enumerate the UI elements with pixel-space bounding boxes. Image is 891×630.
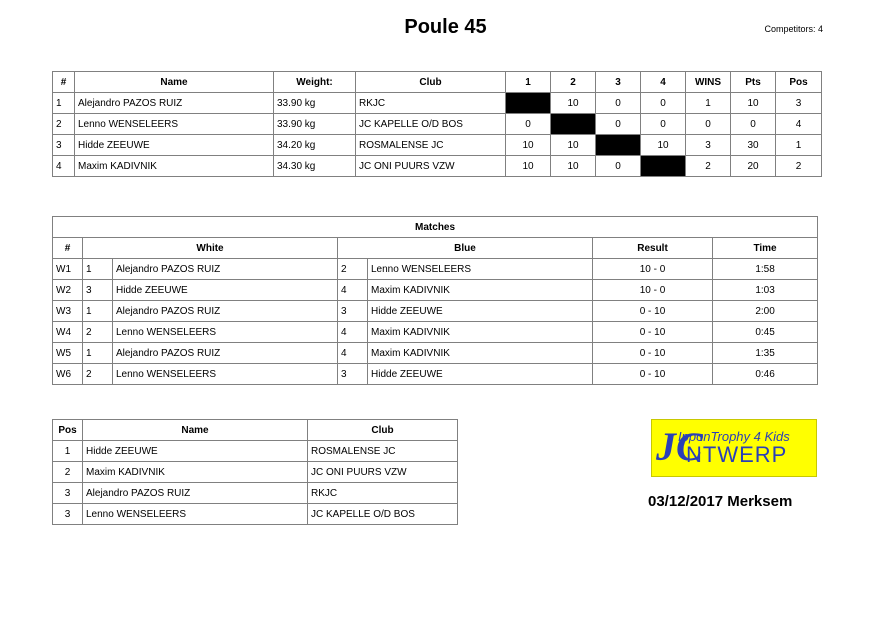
- competitor-club: JC KAPELLE O/D BOS: [356, 114, 506, 135]
- competitor-num: 1: [53, 93, 75, 114]
- table-row: [53, 462, 458, 483]
- wins-value: 3: [686, 135, 731, 156]
- page-title: Poule 45: [404, 16, 487, 38]
- score-self: [641, 156, 686, 177]
- header-num: #: [53, 72, 75, 93]
- score-vs-1: 10: [506, 156, 551, 177]
- logo-line-1: IpponTrophy 4 Kids: [678, 429, 790, 444]
- pos-value: 2: [776, 156, 822, 177]
- pts-value: 10: [731, 93, 776, 114]
- header-rank-name: Name: [83, 420, 308, 441]
- pts-value: 20: [731, 156, 776, 177]
- competitor-club: ROSMALENSE JC: [356, 135, 506, 156]
- rank-pos: 1: [53, 441, 83, 462]
- header-result: Result: [593, 238, 713, 259]
- match-id: W2: [53, 280, 83, 301]
- matches-header-row: [53, 238, 818, 259]
- match-id: W1: [53, 259, 83, 280]
- pos-value: 1: [776, 135, 822, 156]
- match-time: 1:58: [713, 259, 818, 280]
- match-id: W5: [53, 343, 83, 364]
- header-name: Name: [75, 72, 274, 93]
- matches-caption: Matches: [53, 217, 818, 238]
- pts-value: 30: [731, 135, 776, 156]
- blue-name: Hidde ZEEUWE: [368, 301, 593, 322]
- competitors-count: Competitors: 4: [764, 24, 823, 34]
- match-time: 0:46: [713, 364, 818, 385]
- match-id: W3: [53, 301, 83, 322]
- rank-club: ROSMALENSE JC: [308, 441, 458, 462]
- poule-header-row: [53, 72, 822, 93]
- rank-club: JC KAPELLE O/D BOS: [308, 504, 458, 525]
- table-row: [53, 114, 822, 135]
- header-blue: Blue: [338, 238, 593, 259]
- score-self: [596, 135, 641, 156]
- header-rank-club: Club: [308, 420, 458, 441]
- competitor-weight: 34.30 kg: [274, 156, 356, 177]
- blue-name: Maxim KADIVNIK: [368, 322, 593, 343]
- white-name: Lenno WENSELEERS: [113, 364, 338, 385]
- competitor-weight: 33.90 kg: [274, 93, 356, 114]
- competitor-club: RKJC: [356, 93, 506, 114]
- matches-table: [52, 216, 818, 385]
- score-vs-1: 10: [506, 135, 551, 156]
- match-id: W6: [53, 364, 83, 385]
- logo-jc-mark: JC: [656, 424, 703, 469]
- match-time: 1:03: [713, 280, 818, 301]
- table-row: [53, 259, 818, 280]
- score-vs-4: 0: [641, 93, 686, 114]
- header-pos: Pos: [776, 72, 822, 93]
- white-name: Alejandro PAZOS RUIZ: [113, 343, 338, 364]
- header-weight: Weight:: [274, 72, 356, 93]
- competitor-name: Lenno WENSELEERS: [75, 114, 274, 135]
- rank-club: JC ONI PUURS VZW: [308, 462, 458, 483]
- logo-line-2: NTWERP: [686, 442, 788, 467]
- pos-value: 3: [776, 93, 822, 114]
- blue-name: Hidde ZEEUWE: [368, 364, 593, 385]
- header-white: White: [83, 238, 338, 259]
- score-vs-3: 0: [596, 114, 641, 135]
- table-row: [53, 301, 818, 322]
- rank-pos: 2: [53, 462, 83, 483]
- competitor-weight: 34.20 kg: [274, 135, 356, 156]
- score-vs-3: 0: [596, 93, 641, 114]
- score-vs-1: 0: [506, 114, 551, 135]
- white-num: 1: [83, 259, 113, 280]
- header-2: 2: [551, 72, 596, 93]
- header-1: 1: [506, 72, 551, 93]
- match-result: 0 - 10: [593, 364, 713, 385]
- match-time: 2:00: [713, 301, 818, 322]
- competitor-name: Maxim KADIVNIK: [75, 156, 274, 177]
- header-3: 3: [596, 72, 641, 93]
- wins-value: 1: [686, 93, 731, 114]
- table-row: [53, 441, 458, 462]
- white-num: 1: [83, 301, 113, 322]
- ippontrophy-logo: [651, 419, 817, 477]
- match-result: 0 - 10: [593, 322, 713, 343]
- match-result: 10 - 0: [593, 259, 713, 280]
- table-row: [53, 156, 822, 177]
- blue-num: 4: [338, 280, 368, 301]
- white-name: Hidde ZEEUWE: [113, 280, 338, 301]
- score-self: [551, 114, 596, 135]
- match-time: 0:45: [713, 322, 818, 343]
- wins-value: 2: [686, 156, 731, 177]
- competitor-weight: 33.90 kg: [274, 114, 356, 135]
- header-4: 4: [641, 72, 686, 93]
- rank-club: RKJC: [308, 483, 458, 504]
- header-pts: Pts: [731, 72, 776, 93]
- blue-num: 3: [338, 364, 368, 385]
- wins-value: 0: [686, 114, 731, 135]
- white-name: Alejandro PAZOS RUIZ: [113, 301, 338, 322]
- ranking-header-row: [53, 420, 458, 441]
- table-row: [53, 280, 818, 301]
- blue-name: Maxim KADIVNIK: [368, 280, 593, 301]
- rank-name: Lenno WENSELEERS: [83, 504, 308, 525]
- score-vs-4: 0: [641, 114, 686, 135]
- event-date-location: 03/12/2017 Merksem: [648, 493, 793, 510]
- competitor-club: JC ONI PUURS VZW: [356, 156, 506, 177]
- competitor-num: 3: [53, 135, 75, 156]
- ranking-table: [52, 419, 458, 525]
- score-vs-4: 10: [641, 135, 686, 156]
- table-row: [53, 343, 818, 364]
- blue-name: Maxim KADIVNIK: [368, 343, 593, 364]
- blue-num: 4: [338, 322, 368, 343]
- blue-num: 4: [338, 343, 368, 364]
- match-id: W4: [53, 322, 83, 343]
- match-result: 0 - 10: [593, 301, 713, 322]
- competitor-num: 4: [53, 156, 75, 177]
- table-row: [53, 483, 458, 504]
- table-row: [53, 504, 458, 525]
- rank-name: Alejandro PAZOS RUIZ: [83, 483, 308, 504]
- header-time: Time: [713, 238, 818, 259]
- header-club: Club: [356, 72, 506, 93]
- match-result: 0 - 10: [593, 343, 713, 364]
- blue-name: Lenno WENSELEERS: [368, 259, 593, 280]
- pts-value: 0: [731, 114, 776, 135]
- match-result: 10 - 0: [593, 280, 713, 301]
- white-name: Alejandro PAZOS RUIZ: [113, 259, 338, 280]
- poule-table: [52, 71, 822, 177]
- table-row: [53, 364, 818, 385]
- score-vs-2: 10: [551, 93, 596, 114]
- score-vs-2: 10: [551, 156, 596, 177]
- score-vs-3: 0: [596, 156, 641, 177]
- header-rank-pos: Pos: [53, 420, 83, 441]
- score-vs-2: 10: [551, 135, 596, 156]
- table-row: [53, 93, 822, 114]
- rank-pos: 3: [53, 483, 83, 504]
- rank-pos: 3: [53, 504, 83, 525]
- white-num: 3: [83, 280, 113, 301]
- score-self: [506, 93, 551, 114]
- blue-num: 3: [338, 301, 368, 322]
- white-num: 2: [83, 364, 113, 385]
- pos-value: 4: [776, 114, 822, 135]
- header-wins: WINS: [686, 72, 731, 93]
- blue-num: 2: [338, 259, 368, 280]
- table-row: [53, 322, 818, 343]
- table-row: [53, 135, 822, 156]
- match-time: 1:35: [713, 343, 818, 364]
- white-num: 1: [83, 343, 113, 364]
- header-match-id: #: [53, 238, 83, 259]
- competitor-name: Alejandro PAZOS RUIZ: [75, 93, 274, 114]
- rank-name: Maxim KADIVNIK: [83, 462, 308, 483]
- white-num: 2: [83, 322, 113, 343]
- competitor-name: Hidde ZEEUWE: [75, 135, 274, 156]
- rank-name: Hidde ZEEUWE: [83, 441, 308, 462]
- matches-caption-row: [53, 217, 818, 238]
- competitor-num: 2: [53, 114, 75, 135]
- white-name: Lenno WENSELEERS: [113, 322, 338, 343]
